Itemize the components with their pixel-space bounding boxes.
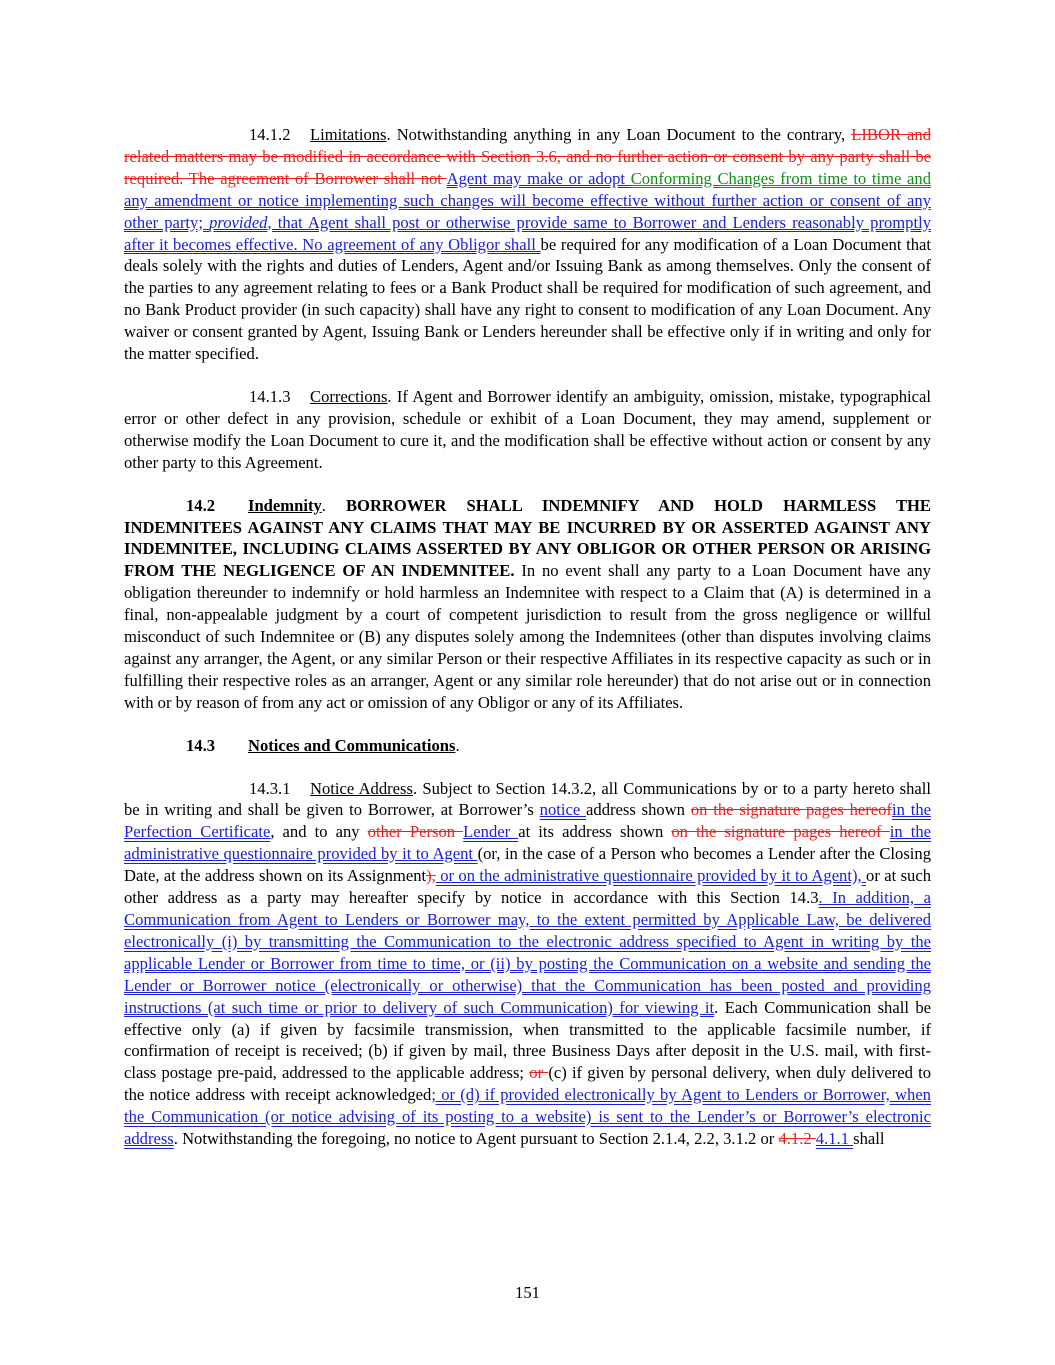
- section-number: 14.1.2: [249, 125, 291, 144]
- text-run: shall: [853, 1129, 885, 1149]
- section-14-3-1: [124, 778, 931, 1150]
- heading-period: .: [455, 735, 460, 755]
- inserted-text: . In addition, a Communication from Agent to Lenders or Borrower may, to the extent permitted by Applicable Law, be delivered electronically (i) by transmitting the Communication to the electronic address specified to Agent in writing by the applicable Lender or Borrower from time to time, or (ii) by posting the Communication on a website and sending the Lender or Borrower notice (electronically or otherwise) that the Communication has been posted and providing instructions (at such time or prior to delivery of such Communication) for viewing it: [124, 888, 931, 1017]
- moved-text: Conforming Changes from time to time and: [630, 168, 931, 188]
- inserted-text: Agent may make or adopt: [446, 168, 631, 188]
- text-run: . Each Communication shall be effective only (a) if given by facsimile transmission, when transmitted to the applicable facsimile number, if confirmation of receipt is received; (b) if given by mail, three Business Days after deposit in the U.S. mail, with first-class postage pre-paid, addressed to the applicable address;: [124, 997, 931, 1083]
- heading-period: .: [321, 495, 326, 515]
- deleted-text: ),: [426, 866, 436, 886]
- inserted-text: 4.1.1: [815, 1129, 854, 1149]
- inserted-text: ; or (d) if provided electronically by Agent to Lenders or Borrower, when the Communication (or notice advising of its posting to a website) is sent to the Lender’s or Borrower’s electronic address: [124, 1085, 931, 1149]
- inserted-text: any amendment or notice implementing such changes will become effective without further action or consent of any other party;: [124, 190, 931, 232]
- text-run: address shown: [586, 800, 691, 820]
- text-run: . If Agent and Borrower identify an ambiguity, omission, mistake, typographical error or other defect in any provision, schedule or exhibit of a Loan Document, they may amend, supplement or otherwise modify the Loan Document to cure it, and the modification shall be effective without action or consent by any other party to this Agreement.: [124, 386, 931, 472]
- section-number: 14.3: [186, 735, 216, 755]
- inserted-text: , that Agent shall post or otherwise provide same to Borrower and Lenders reasonably promptly after it becomes effective. No agreement of any Obligor shall: [124, 212, 931, 254]
- text-run: . Notwithstanding the foregoing, no notice to Agent pursuant to Section 2.1.4, 2.2, 3.1.2 or: [173, 1129, 779, 1149]
- section-14-1-3: [124, 386, 931, 474]
- inserted-text: in the Perfection Certificate: [124, 800, 931, 842]
- text-run: , and to any: [270, 822, 368, 842]
- section-heading: Notice Address: [310, 778, 413, 798]
- section-14-1-2: [124, 124, 931, 365]
- text-run: In no event shall any party to a Loan Document have any obligation thereunder to indemnify or hold harmless an Indemnitee with respect to a Claim that (A) is determined in a final, non-appealable judgment by a court of competent jurisdiction to result from the gross negligence or willful misconduct of such Indemnitee or (B) any disputes solely among the Indemnitees (other than disputes involving claims against any arranger, the Agent, or any similar Person or their respective Affiliates in its respective capacity as such or in fulfilling their respective roles as an arranger, Agent or any similar role hereunder) that do not arise out or in connection with or by reason of from any act or omission of any Obligor or any of its Affiliates.: [124, 561, 931, 712]
- text-run: at its address shown: [518, 822, 672, 842]
- inserted-text-italic: provided: [209, 212, 268, 232]
- deleted-text: on the signature pages hereof: [671, 822, 890, 842]
- section-number: 14.3.1: [249, 778, 291, 798]
- bold-text: BORROWER SHALL INDEMNIFY AND HOLD HARMLESS THE INDEMNITEES AGAINST ANY CLAIMS THAT MAY BE INCURRED BY OR ASSERTED AGAINST ANY INDEMNITEE, INCLUDING CLAIMS ASSERTED BY ANY OBLIGOR OR OTHER PERSON OR ARISING FROM THE NEGLIGENCE OF AN INDEMNITEE.: [124, 495, 931, 581]
- text-run: be required for any modification of a Loan Document that deals solely with the rights and duties of Lenders, Agent and/or Issuing Bank as among themselves. Only the consent of the parties to any agreement relating to fees or a Bank Product shall be required for modification of such agreement, and no Bank Product provider (in such capacity) shall have any right to consent to modification of any Loan Document. Any waiver or consent granted by Agent, Issuing Bank or Lenders hereunder shall be effective only if in writing and only for the matter specified.: [124, 234, 932, 364]
- inserted-text: notice: [539, 800, 587, 820]
- deleted-text: on the signature pages hereof: [690, 800, 892, 820]
- text-run: or at such other address as a party may hereafter specify by notice in accordance with this Section 14.3: [124, 866, 932, 908]
- inserted-text: or on the administrative questionnaire provided by it to Agent),: [435, 866, 867, 886]
- inserted-text: in the administrative questionnaire provided by it to Agent: [124, 822, 931, 864]
- deleted-text: or: [529, 1063, 549, 1083]
- section-heading: Indemnity: [248, 495, 322, 515]
- inserted-text: Lender: [463, 822, 519, 842]
- page-body: [124, 124, 931, 1150]
- deleted-text: 4.1.2: [778, 1129, 816, 1149]
- section-heading: Notices and Communications: [248, 735, 456, 755]
- section-number: 14.2: [186, 495, 216, 515]
- text-run: . Subject to Section 14.3.2, all Communications by or to a party hereto shall be in writing and shall be given to Borrower, at Borrower’s: [124, 778, 931, 820]
- text-run: (c) if given by personal delivery, when duly delivered to the notice address with receipt acknowledged: [124, 1063, 931, 1105]
- deleted-text: LIBOR and related matters may be modified in accordance with Section 3.6, and no further action or consent by any party shall be required. The agreement of Borrower shall not: [124, 125, 931, 188]
- section-heading: Corrections: [310, 386, 388, 406]
- section-number: 14.1.3: [249, 386, 291, 406]
- section-14-2: [124, 495, 931, 714]
- text-run: (or, in the case of a Person who becomes a Lender after the Closing Date, at the address shown on its Assignment: [124, 844, 931, 886]
- section-heading: Limitations: [310, 125, 387, 144]
- deleted-text: other Person: [367, 822, 464, 842]
- page-number: 151: [515, 1283, 540, 1302]
- text-run: . Notwithstanding anything in any Loan Document to the contrary,: [386, 125, 852, 144]
- section-14-3: [124, 735, 931, 757]
